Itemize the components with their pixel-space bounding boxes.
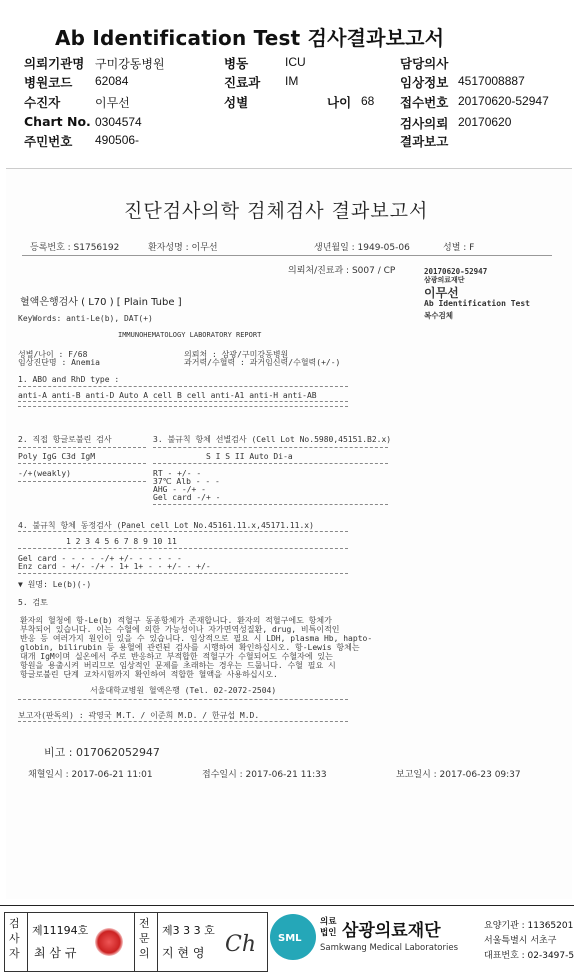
value-clinical-info: 4517008887 bbox=[458, 74, 525, 88]
label-patient: 수진자 bbox=[24, 95, 61, 110]
corp-info: 서울특별시 서초구 bbox=[484, 936, 557, 946]
note: 비고 : 017062052947 bbox=[44, 746, 160, 759]
label-hospital-code: 병원코드 bbox=[24, 75, 73, 90]
screen-row: 37℃ Alb - - - bbox=[153, 477, 220, 486]
label-specimen: 복수검체 bbox=[424, 311, 453, 320]
section-title: 혈액은행검사 ( L70 ) [ Plain Tube ] bbox=[20, 297, 182, 308]
logo-text: SML bbox=[278, 933, 302, 944]
examiner-label: 검사자 bbox=[9, 917, 20, 960]
dat-result: -/+(weakly) bbox=[18, 469, 71, 478]
footer bbox=[0, 905, 574, 977]
label-chart-no: Chart No. bbox=[24, 114, 91, 129]
label-age: 나이 bbox=[327, 95, 352, 110]
comment-line: 항글로불린 단계 교차시험까지 확인하여 적합한 혈액을 사용하십시오. bbox=[20, 670, 278, 679]
label-result-report: 결과보고 bbox=[400, 134, 449, 149]
specialist-label: 전문의 bbox=[139, 917, 150, 960]
signature: Ch bbox=[225, 932, 257, 957]
panel-title: 4. 불규칙 항체 동정검사 (Panel cell Lot No.45161.11.x,45171.11.x) bbox=[18, 521, 314, 530]
label-receipt-no: 접수번호 bbox=[400, 95, 449, 110]
panel-enz-row: Enz card - +/- -/+ - 1+ 1+ - - +/- - +/- bbox=[18, 562, 211, 571]
label-name: 이무선 bbox=[424, 286, 459, 300]
label-receipt: 20170620-52947 bbox=[424, 267, 488, 276]
corp-info: 대표번호 : 02-3497-5 bbox=[484, 951, 574, 961]
label-test: Ab Identification Test bbox=[424, 299, 530, 308]
label-doctor: 담당의사 bbox=[400, 56, 449, 71]
screen-row: AHG - -/+ - bbox=[153, 485, 206, 494]
reporters: 보고자(판독의) : 곽영국 M.T. / 이준희 M.D. / 한규섭 M.D. bbox=[18, 711, 260, 720]
value-hospital-code: 62084 bbox=[95, 74, 129, 88]
dat-columns: Poly IgG C3d IgM bbox=[18, 452, 96, 461]
screen-title: 3. 불규칙 항체 선별검사 (Cell Lot No.5980,45151.B2.x) bbox=[153, 435, 392, 444]
doc-patient: 환자성명 : 이무선 bbox=[148, 243, 218, 253]
doc-dept: 의뢰처/진료과 : S007 / CP bbox=[288, 266, 396, 276]
corp-english: Samkwang Medical Laboratories bbox=[320, 943, 459, 953]
specialist-name: 지 현 영 bbox=[162, 946, 205, 960]
examiner-name: 최 삼 규 bbox=[34, 946, 77, 960]
history: 과거력/수혈력 : 과거임신력/수혈력(+/-) bbox=[184, 358, 341, 367]
panel-gel-row: Gel card - - - - -/+ +/- - - - - - bbox=[18, 554, 182, 563]
value-chart-no: 0304574 bbox=[95, 115, 142, 129]
specialist-license: 제3 3 3 호 bbox=[162, 924, 215, 937]
comment-line: 반응 등 여러가지 원인이 있을 수 있습니다. 임상적으로 필요 시 LDH, plasma Hb, hapto- bbox=[20, 634, 373, 643]
corp-type: 의료법인 bbox=[320, 917, 337, 938]
label-request-date: 검사의뢰 bbox=[400, 116, 449, 131]
doc-reg-no: 등록번호 : S1756192 bbox=[30, 243, 120, 253]
sex-age: 성별/나이 : F/68 bbox=[18, 350, 88, 359]
report-title: Ab Identification Test 검사결과보고서 bbox=[55, 26, 445, 50]
label-institution: 의뢰기관명 bbox=[24, 56, 85, 71]
dat-title: 2. 직접 항글로불린 검사 bbox=[18, 435, 112, 444]
reported-time: 보고일시 : 2017-06-23 09:37 bbox=[396, 770, 521, 780]
doc-dob: 생년월일 : 1949-05-06 bbox=[314, 243, 410, 253]
screen-row: RT - +/- - bbox=[153, 469, 202, 478]
comment-line: globin, bilirubin 등 용혈에 관련된 검사를 시행하여 확인하십시오. 항-Lewis 항체는 bbox=[20, 643, 360, 652]
label-ward: 병동 bbox=[224, 56, 249, 71]
value-institution: 구미강동병원 bbox=[95, 57, 165, 71]
examiner-license: 제11194호 bbox=[32, 924, 89, 937]
value-receipt-no: 20170620-52947 bbox=[458, 94, 549, 108]
received-time: 접수일시 : 2017-06-21 11:33 bbox=[202, 770, 327, 780]
screen-columns: S I S II Auto Di-a bbox=[206, 452, 293, 461]
collected-time: 채혈일시 : 2017-06-21 11:01 bbox=[28, 770, 153, 780]
abo-columns: anti-A anti-B anti-D Auto A cell B cell anti-A1 anti-H anti-AB bbox=[18, 391, 317, 400]
doc-title: 진단검사의학 검체검사 결과보고서 bbox=[124, 200, 429, 222]
seal-icon bbox=[95, 928, 123, 956]
antibody-id: ▼ 원명: Le(b)(-) bbox=[18, 580, 92, 589]
comment-line: 환자의 혈청에 항-Le(b) 적혈구 동종항체가 존재합니다. 환자의 적혈구에도 항체가 bbox=[20, 616, 332, 625]
scanned-report bbox=[6, 168, 572, 899]
screen-row: Gel card -/+ - bbox=[153, 493, 221, 502]
value-age: 68 bbox=[361, 94, 375, 108]
corp-info: 요양기관 : 11365201 bbox=[484, 921, 574, 931]
report-heading: IMMUNOHEMATOLOGY LABORATORY REPORT bbox=[118, 331, 262, 339]
comment-line: 부착되어 있습니다. 이는 수혈에 의한 가능성이나 자가면역성질환, drug, 비특이적인 bbox=[20, 625, 340, 634]
value-department: IM bbox=[285, 74, 299, 88]
blood-bank: 서울대학교병원 혈액은행 (Tel. 02-2072-2504) bbox=[90, 686, 277, 695]
label-department: 진료과 bbox=[224, 75, 261, 90]
abo-title: 1. ABO and RhD type : bbox=[18, 375, 120, 384]
label-sex: 성별 bbox=[224, 95, 249, 110]
clinical-dx: 임상진단명 : Anemia bbox=[18, 358, 100, 367]
value-ward: ICU bbox=[285, 55, 306, 69]
keywords: KeyWords: anti-Le(b), DAT(+) bbox=[18, 314, 153, 323]
corp-name: 삼광의료재단 bbox=[342, 921, 441, 941]
comment-line: 항원을 용출시켜 버리므로 임상적인 문제를 초래하는 경우는 드뭅니다. 수혈 필요 시 bbox=[20, 661, 336, 670]
value-patient: 이무선 bbox=[95, 96, 130, 110]
label-resident-no: 주민번호 bbox=[24, 134, 73, 149]
requester: 의뢰처 : 삼광/구미강동병원 bbox=[184, 350, 289, 359]
value-resident-no: 490506- bbox=[95, 133, 140, 147]
label-org: 삼광의료재단 bbox=[424, 276, 465, 284]
doc-sex: 성별 : F bbox=[443, 243, 475, 253]
panel-columns: 1 2 3 4 5 6 7 8 9 10 11 bbox=[66, 537, 177, 546]
comment-line: 대개 IgM이며 실온에서 주로 반응하고 부적합한 적혈구가 수혈되어도 수혈자에 있는 bbox=[20, 652, 333, 661]
label-clinical-info: 임상정보 bbox=[400, 75, 449, 90]
comment-title: 5. 검토 bbox=[18, 598, 48, 607]
value-request-date: 20170620 bbox=[458, 115, 512, 129]
